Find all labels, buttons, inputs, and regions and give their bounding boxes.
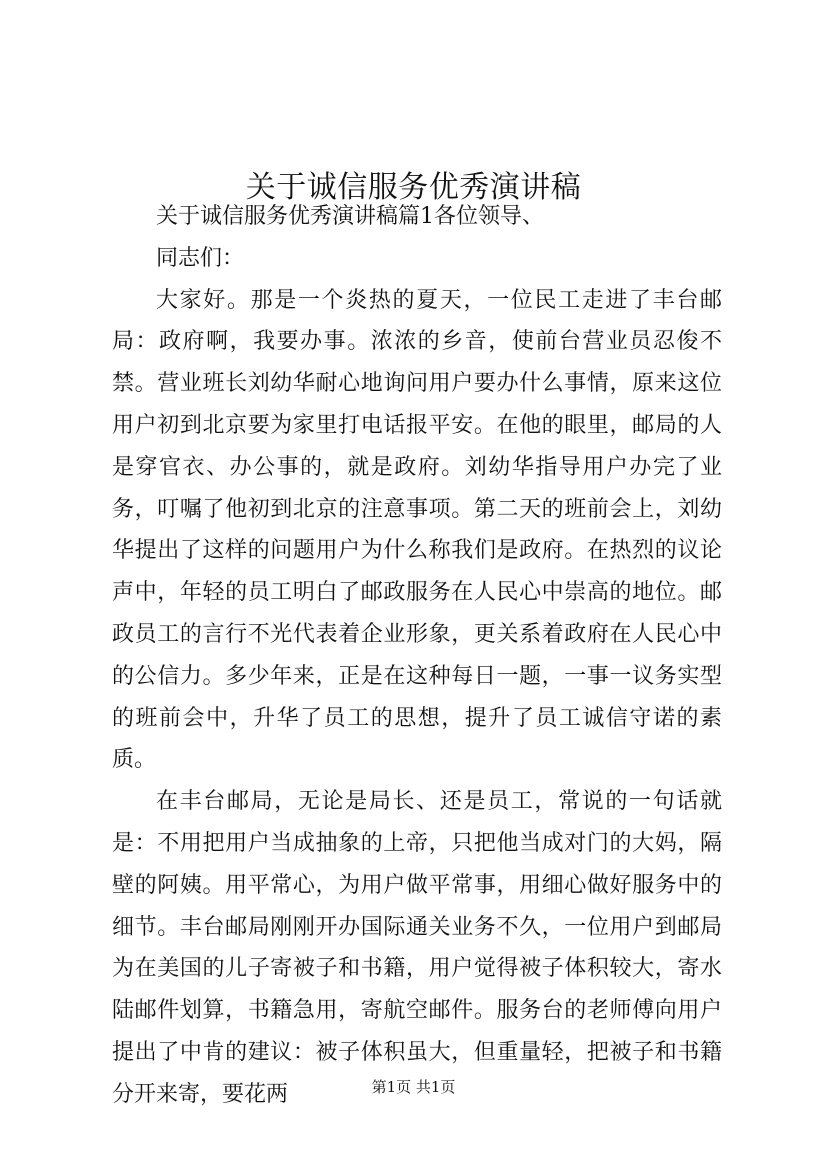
document-title: 关于诚信服务优秀演讲稿 [245, 170, 582, 206]
document-body [112, 196, 722, 1116]
paragraph-2: 在丰台邮局，无论是局长、还是员工，常说的一句话就是：不用把用户当成抽象的上帝，只把他当成对门的大妈，隔壁的阿姨。用平常心，为用户做平常事，用细心做好服务中的细节。丰台邮局刚刚开办国际通关业务不久，一位用户到邮局为在美国的儿子寄被子和书籍，用户觉得被子体积较大，寄水陆邮件划算，书籍急用，寄航空邮件。服务台的老师傅向用户提出了中肯的建议：被子体积虽大，但重量轻，把被子和书籍分开来寄，要花两 [112, 789, 722, 1107]
paragraph-1: 大家好。那是一个炎热的夏天，一位民工走进了丰台邮局：政府啊，我要办事。浓浓的乡音，使前台营业员忍俊不禁。营业班长刘幼华耐心地询问用户要办什么事情，原来这位用户初到北京要为家里打电话报平安。在他的眼里，邮局的人是穿官衣、办公事的，就是政府。刘幼华指导用户办完了业务，叮嘱了他初到北京的注意事项。第二天的班前会上，刘幼华提出了这样的问题用户为什么称我们是政府。在热烈的议论声中，年轻的员工明白了邮政服务在人民心中崇高的地位。邮政员工的言行不光代表着企业形象，更关系着政府在人民心中的公信力。多少年来，正是在这种每日一题，一事一议务实型的班前会中，升华了员工的思想，提升了员工诚信守诺的素质。 [112, 287, 722, 773]
paragraph-salutation: 同志们： [156, 245, 245, 271]
paragraph-heading-line: 关于诚信服务优秀演讲稿篇1各位领导、 [156, 204, 544, 229]
page-footer: 第1页 共1页 [371, 1078, 456, 1096]
